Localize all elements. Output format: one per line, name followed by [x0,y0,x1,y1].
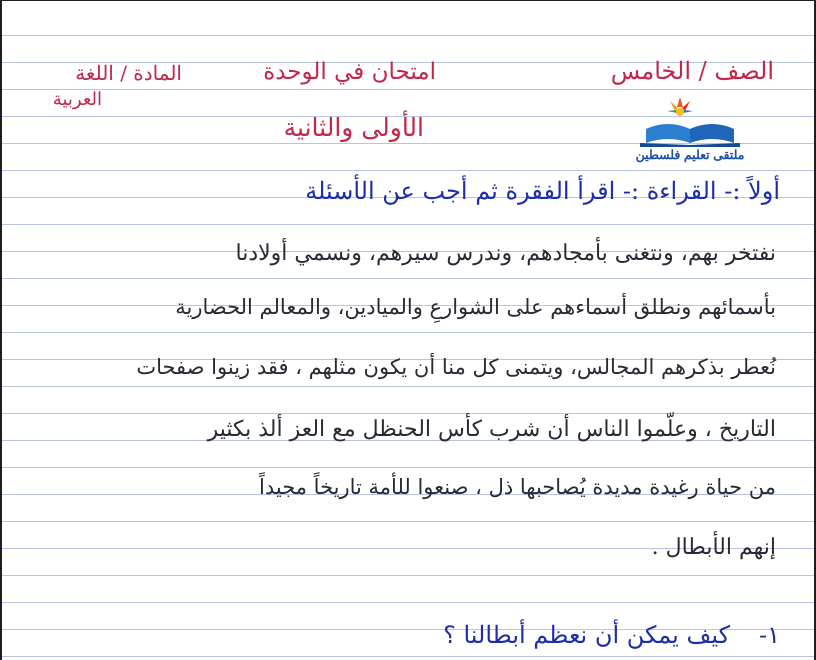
passage-line: نُعطر بذكرهم المجالس، ويتمنى كل منا أن يكون مثلهم ، فقد زينوا صفحات [136,355,776,379]
question-number: ١- [759,621,780,649]
passage-line: إنهم الأبطال . [651,535,776,560]
passage-line: بأسمائهم ونطلق أسماءهم على الشوارعِ والميادين، والمعالم الحضارية [175,295,776,319]
subject-label: المادة / اللغة [75,61,182,85]
open-book-logo-icon [610,93,770,149]
question-text: كيف يمكن أن نعظم أبطالنا ؟ [443,621,730,649]
section-heading: أولاً :- القراءة :- اقرأ الفقرة ثم أجب عن الأسئلة [305,177,780,205]
school-logo [610,93,770,163]
passage-line: التاريخ ، وعلّموا الناس أن شرب كأس الحنظل مع العز ألذ بكثير [207,417,776,442]
passage-line: نفتخر بهم، ونتغنى بأمجادهم، وندرس سيرهم، ونسمي أولادنا [235,241,776,266]
logo-text: ملتقى تعليم فلسطين [635,148,745,162]
exam-title: امتحان في الوحدة [263,59,436,85]
passage-line: من حياة رغيدة مديدة يُصاحبها ذل ، صنعوا للأمة تاريخاً مجيداً [259,475,776,499]
grade-label: الصف / الخامس [610,57,774,85]
exam-subtitle: الأولى والثانية [283,113,424,142]
subject-name: العربية [52,89,102,110]
